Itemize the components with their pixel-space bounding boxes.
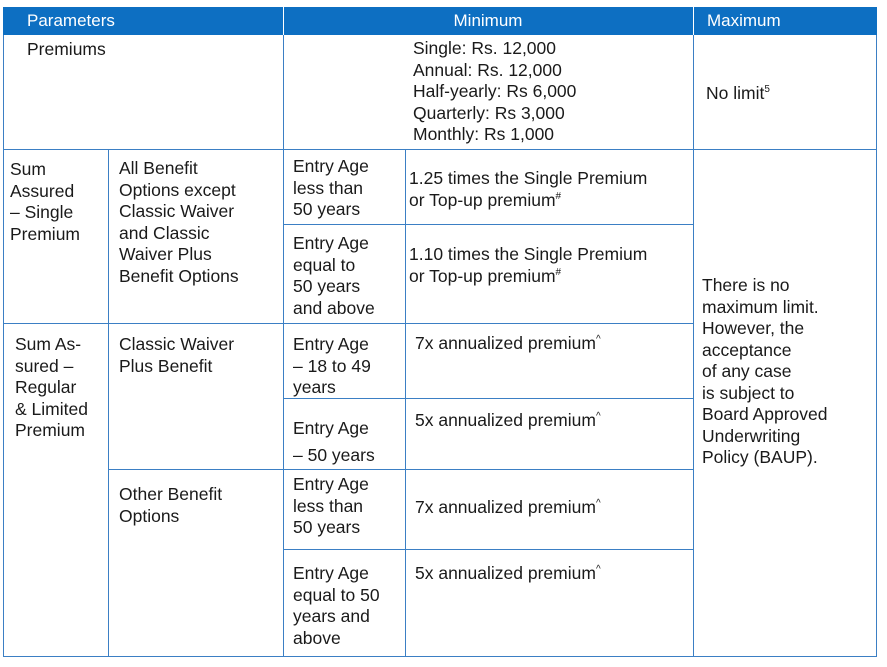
grid-line [3, 149, 877, 150]
entry-age-cell: Entry Age equal to 50 years and above [293, 563, 380, 648]
grid-line [3, 323, 693, 324]
grid-line [283, 224, 693, 225]
parameters-table [3, 7, 877, 657]
grid-line [108, 469, 693, 470]
entry-age-cell: Entry Age – 50 years [293, 418, 375, 465]
single-premium-options: All Benefit Options except Classic Waiver and Classic Waiver Plus Benefit Options [119, 158, 239, 286]
regular-premium-label: Sum As- sured – Regular & Limited Premium [15, 334, 88, 440]
header-separator [693, 7, 694, 35]
benefit-option-cell: Classic Waiver Plus Benefit [119, 334, 235, 376]
benefit-option-cell: Other Benefit Options [119, 484, 223, 526]
premium-min-monthly: Monthly: Rs 1,000 [413, 124, 555, 144]
footnote-marker: 5 [764, 84, 770, 96]
border-bottom [3, 656, 877, 657]
header-maximum-label: Maximum [707, 11, 781, 30]
grid-line [283, 549, 693, 550]
minimum-cell: 7x annualized premium^ [415, 333, 601, 353]
grid-line [283, 149, 284, 657]
premiums-label: Premiums [27, 39, 106, 59]
footnote-marker: ^ [595, 334, 601, 346]
header-minimum-label: Minimum [453, 11, 523, 30]
footnote-marker: ^ [595, 411, 601, 423]
premium-min-half-yearly: Half-yearly: Rs 6,000 [413, 81, 577, 101]
minimum-cell: 5x annualized premium^ [415, 410, 601, 430]
footnote-marker: # [555, 190, 562, 202]
minimum-cell: 5x annualized premium^ [415, 563, 601, 583]
border-left [3, 35, 4, 657]
footnote-marker: ^ [595, 498, 601, 510]
header-minimum [283, 7, 693, 35]
premium-min-annual: Annual: Rs. 12,000 [413, 59, 562, 80]
entry-age-cell: Entry Age less than 50 years [293, 156, 369, 219]
grid-line [283, 35, 284, 150]
minimum-cell: 1.25 times the Single Premium or Top-up premium# [409, 168, 648, 210]
premium-min-single: Single: Rs. 12,000 [413, 38, 557, 58]
entry-age-cell: Entry Age – 18 to 49 years [293, 334, 371, 397]
premiums-maximum-text: No limit [706, 83, 765, 103]
premiums-maximum [706, 83, 770, 105]
grid-line [405, 149, 406, 657]
header-parameters [3, 7, 283, 35]
entry-age-cell: Entry Age less than 50 years [293, 474, 369, 537]
single-premium-label: Sum Assured – Single Premium [10, 159, 81, 244]
header-parameters-label: Parameters [27, 11, 115, 30]
sum-assured-maximum: There is no maximum limit. However, the acceptance of any case is subject to Board Approved Underwriting Policy (BAUP). [702, 275, 828, 467]
header-separator [283, 7, 284, 35]
entry-age-cell: Entry Age equal to 50 years and above [293, 233, 375, 318]
grid-line [108, 149, 109, 657]
premiums-minimum [413, 38, 576, 146]
grid-line [693, 35, 694, 657]
footnote-marker: ^ [595, 564, 601, 576]
minimum-cell: 1.10 times the Single Premium or Top-up premium# [409, 244, 648, 286]
footnote-marker: # [555, 266, 562, 278]
minimum-cell: 7x annualized premium^ [415, 497, 601, 517]
border-right [876, 35, 877, 657]
premium-min-quarterly: Quarterly: Rs 3,000 [413, 102, 565, 123]
header-maximum [693, 7, 877, 35]
